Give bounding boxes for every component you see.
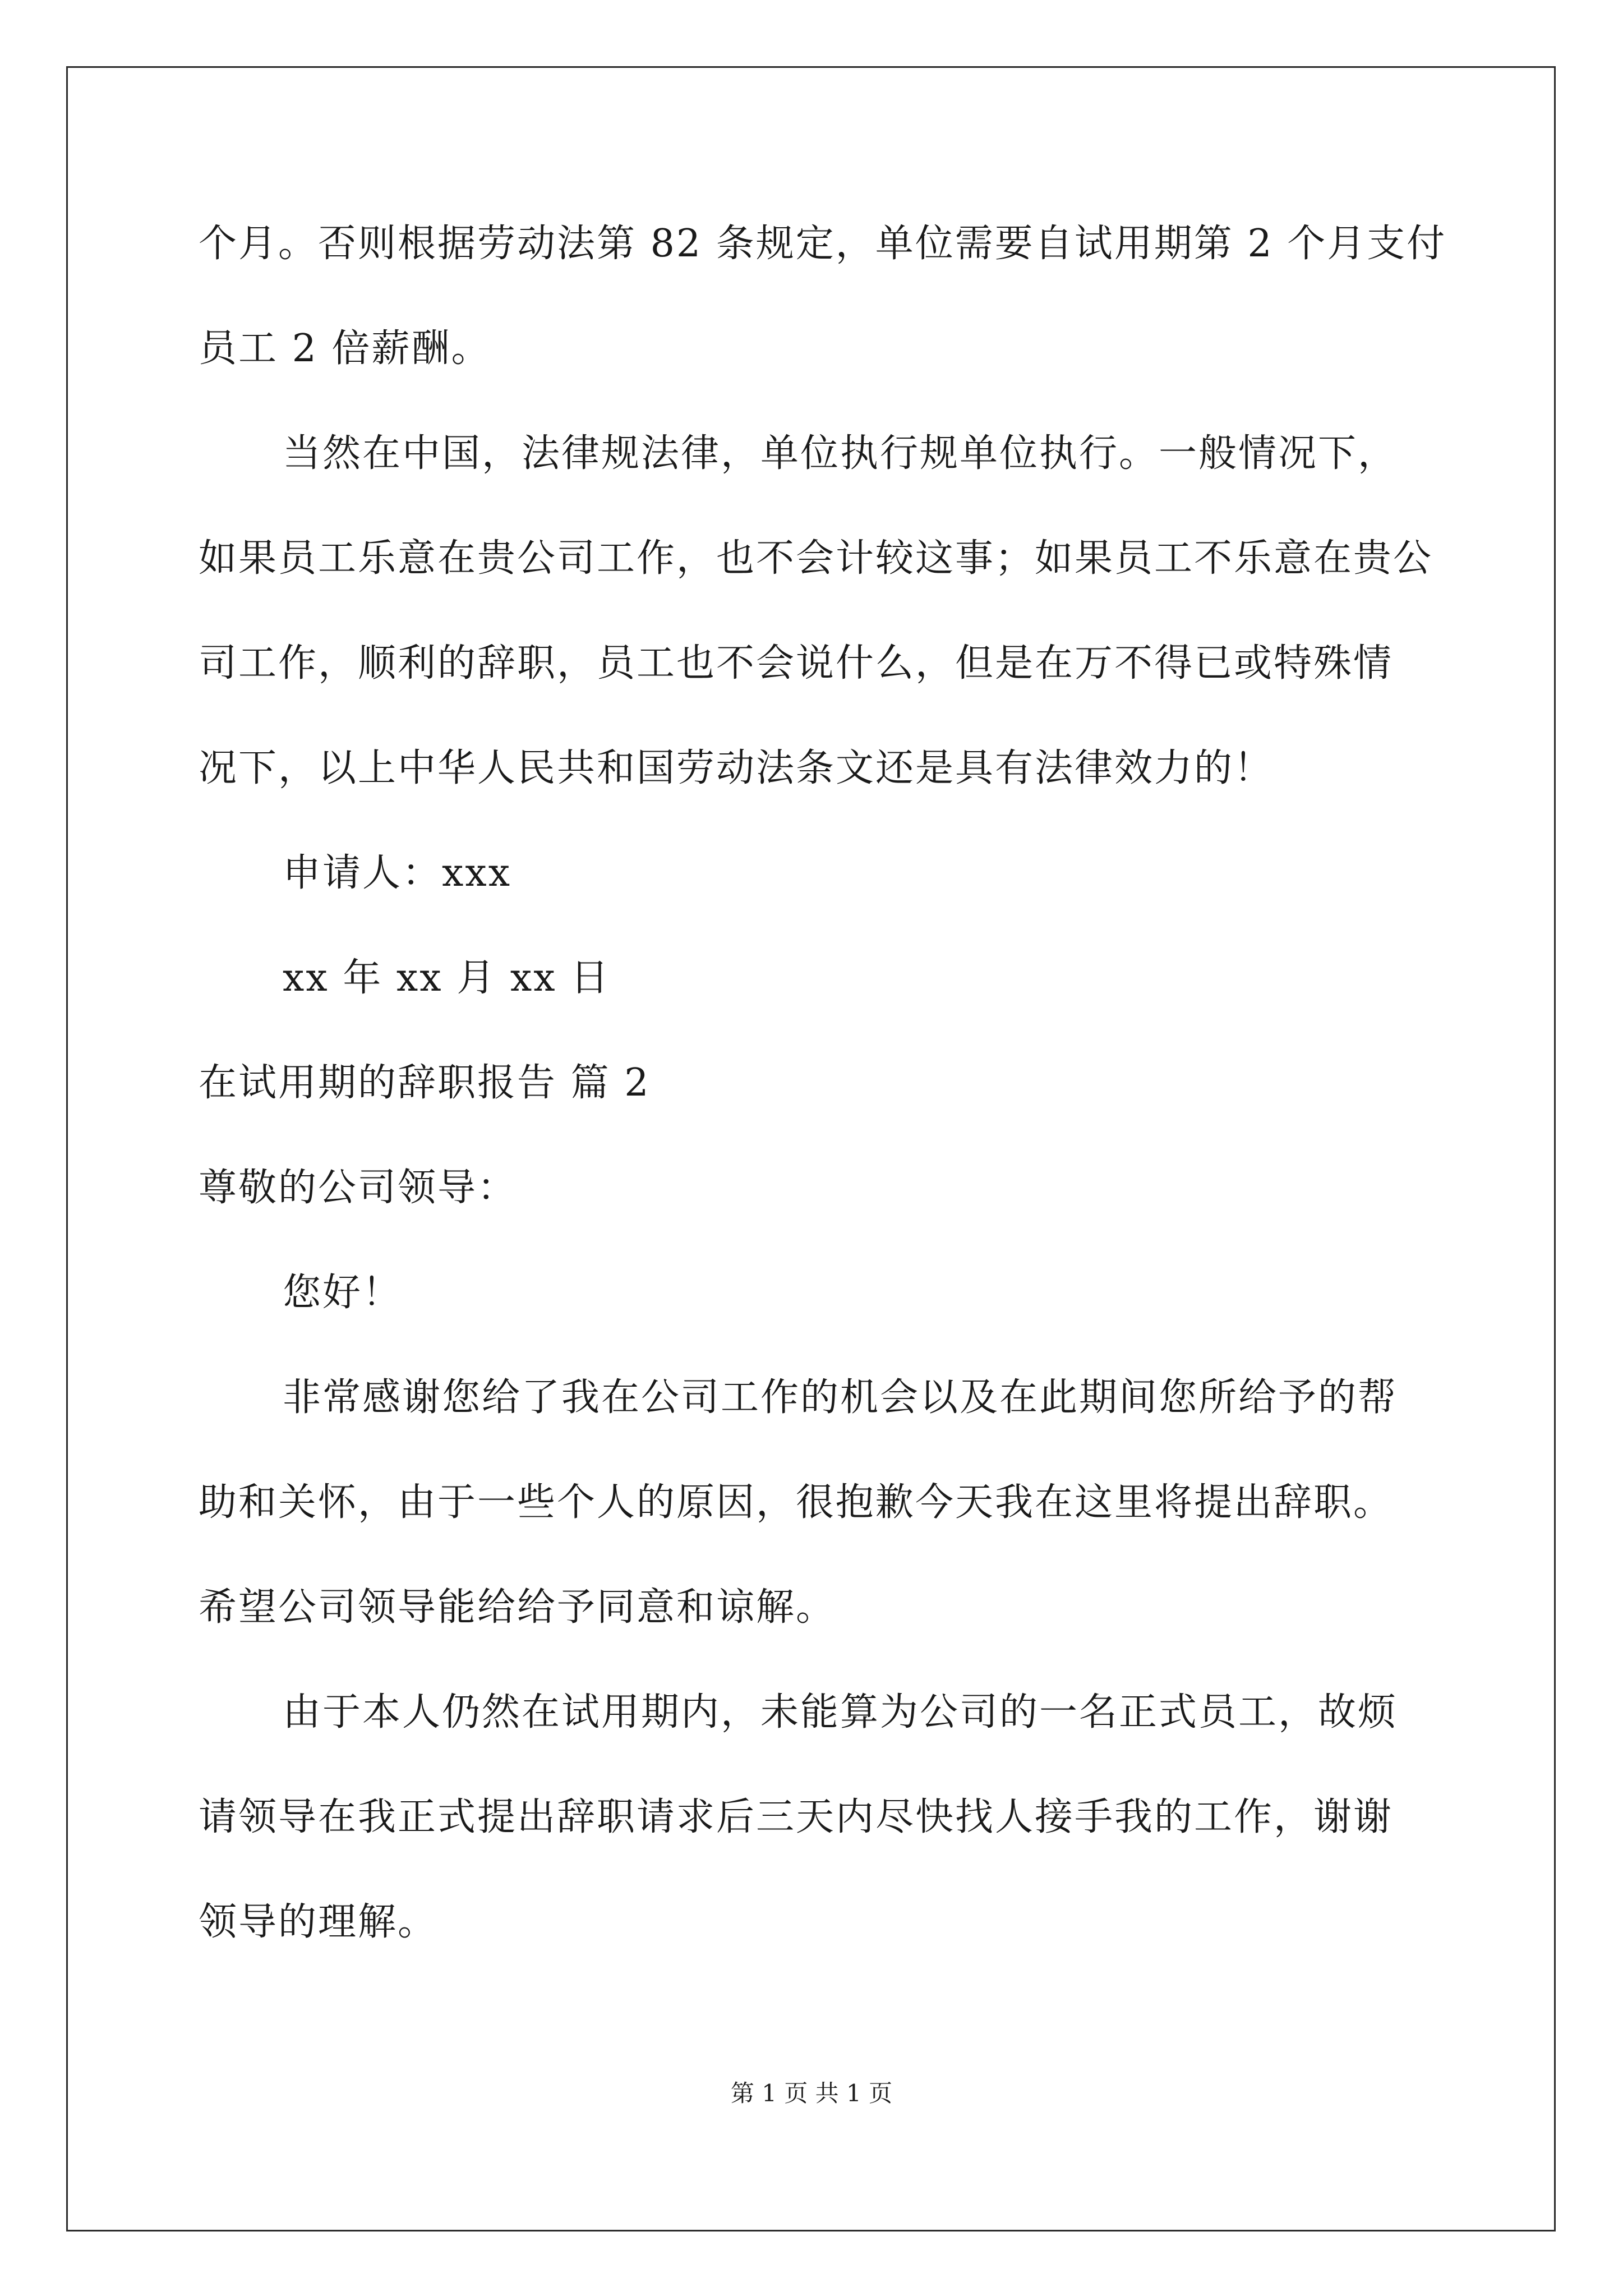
text-line: 况下，以上中华人民共和国劳动法条文还是具有法律效力的！ xyxy=(199,746,1274,790)
text-line: 如果员工乐意在贵公司工作，也不会计较这事；如果员工不乐意在贵公 xyxy=(199,536,1433,581)
text-line: 由于本人仍然在试用期内，未能算为公司的一名正式员工，故烦 xyxy=(283,1690,1398,1734)
date-line: xx 年 xx 月 xx 日 xyxy=(283,956,611,1000)
text-line: 司工作，顺利的辞职，员工也不会说什么，但是在万不得已或特殊情 xyxy=(199,641,1394,685)
greeting: 您好！ xyxy=(283,1271,403,1315)
text-line: 请领导在我正式提出辞职请求后三天内尽快找人接手我的工作，谢谢 xyxy=(199,1795,1394,1839)
text-line: 个月。否则根据劳动法第 82 条规定，单位需要自试用期第 2 个月支付 xyxy=(199,222,1447,266)
text-line: 非常感谢您给了我在公司工作的机会以及在此期间您所给予的帮 xyxy=(283,1375,1398,1420)
applicant-line: 申请人：xxx xyxy=(283,851,512,895)
text-line: 当然在中国，法律规法律，单位执行规单位执行。一般情况下， xyxy=(283,431,1398,476)
section-title: 在试用期的辞职报告 篇 2 xyxy=(199,1061,651,1105)
text-line: 希望公司领导能给给予同意和谅解。 xyxy=(199,1585,836,1630)
text-line: 助和关怀，由于一些个人的原因，很抱歉今天我在这里将提出辞职。 xyxy=(199,1480,1394,1525)
page-number-footer: 第 1 页 共 1 页 xyxy=(730,2079,893,2107)
document-body xyxy=(199,219,1447,2002)
text-line: 领导的理解。 xyxy=(199,1900,438,1944)
text-line: 员工 2 倍薪酬。 xyxy=(199,326,491,371)
salutation: 尊敬的公司领导： xyxy=(199,1166,518,1210)
